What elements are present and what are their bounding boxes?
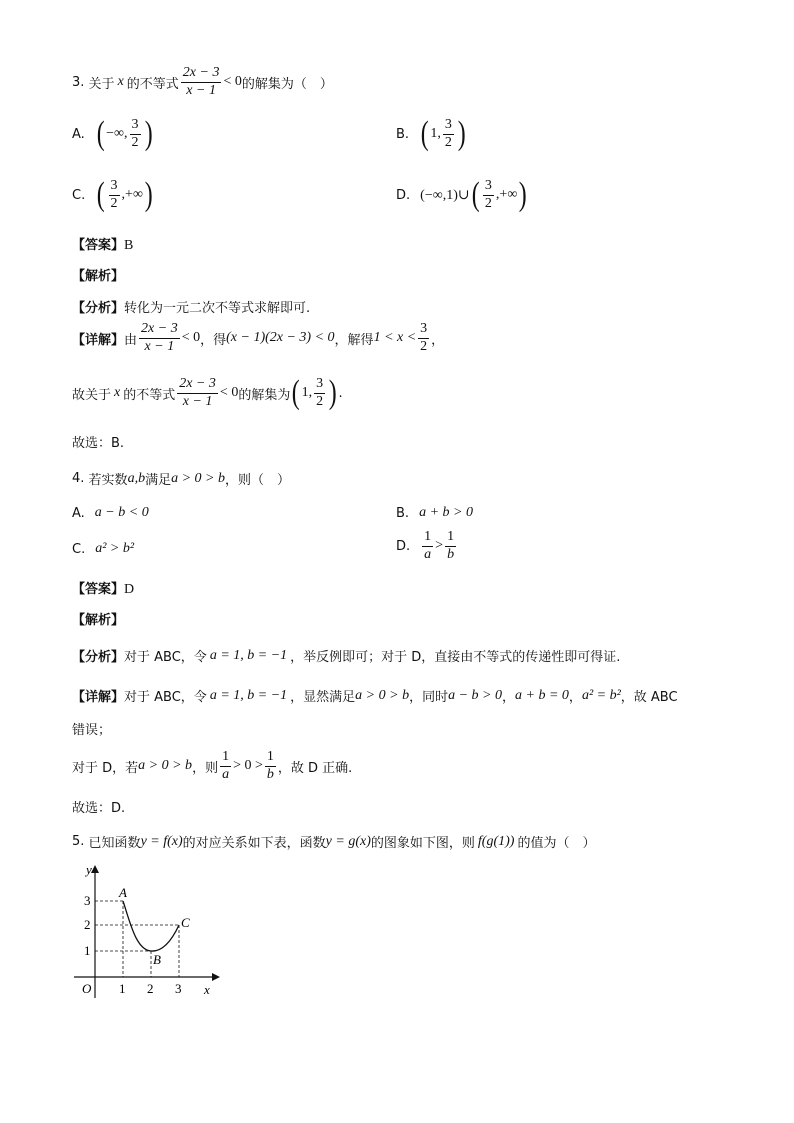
y-tick-1: 1	[84, 943, 91, 958]
q3-detail: 【详解】 由 $\frac{2x - 3}{x - 1}$ < 0 ，得 (x − 1)(2x − 3) < 0 ，解得 1 < x < $\frac{3}{2}$ ，	[72, 321, 445, 354]
q4-d-reasoning: 对于 D，若 a > 0 > b ，则 $\frac{1}{a}$ > 0 > $\frac{1}{b}$ ，故 D 正确.	[72, 749, 353, 782]
q3-analysis-tag: 【解析】	[72, 269, 125, 284]
q4-detail-wrong: 错误；	[72, 723, 112, 738]
q4-detail: 【详解】 对于 ABC，令 a = 1, b = −1 ，显然满足 a > 0 > b ，同时 a − b > 0 ， a + b = 0 ， a² = b² ，故 ABC	[72, 687, 678, 705]
y-tick-2: 2	[84, 917, 91, 932]
q3-stem-fraction: $\frac{2x - 3}{x - 1}$	[182, 65, 220, 98]
x-tick-2: 2	[147, 981, 154, 996]
q4-fenxi: 【分析】 对于 ABC，令 a = 1, b = −1 ，举反例即可；对于 D，直接由不等式的传递性即可得证.	[72, 647, 621, 665]
x-axis-label: x	[204, 982, 210, 997]
q3-fenxi: 【分析】转化为一元二次不等式求解即可.	[72, 301, 311, 316]
q3-stem: 3. 关于 x 的不等式 $\frac{2x - 3}{x - 1}$ < 0 的解集为（ ）	[72, 65, 333, 98]
q3-option-d: D. (−∞,1)∪ ( $\frac{3}{2}$ ,+∞ )	[396, 176, 527, 213]
y-axis-arrow	[91, 865, 99, 873]
q4-option-d: D. $\frac{1}{a}$ > $\frac{1}{b}$	[396, 529, 455, 562]
q4-choose: 故选：D.	[72, 801, 126, 816]
point-c-label: C	[181, 915, 190, 930]
q3-conclusion: 故关于 x 的不等式 $\frac{2x - 3}{x - 1}$ < 0 的解集为 ( 1, $\frac{3}{2}$ ) .	[72, 374, 343, 411]
x-tick-1: 1	[119, 981, 126, 996]
g-function-graph	[60, 860, 230, 1010]
q4-option-a: A. a − b < 0	[72, 505, 149, 521]
x-axis-arrow	[212, 973, 220, 981]
g-curve	[123, 901, 179, 951]
q4-stem: 4. 若实数 a,b 满足 a > 0 > b ，则（ ）	[72, 470, 290, 488]
y-tick-3: 3	[84, 893, 91, 908]
q3-option-b: B. ( 1, $\frac{3}{2}$ )	[396, 115, 466, 152]
q4-analysis-tag: 【解析】	[72, 613, 125, 628]
q3-option-c: C. ( $\frac{3}{2}$ ,+∞ )	[72, 176, 153, 213]
q4-option-b: B. a + b > 0	[396, 505, 473, 521]
q4-answer: 【答案】D	[72, 582, 135, 597]
point-a-label: A	[119, 885, 127, 900]
y-axis-label: y	[86, 862, 92, 877]
q3-choose: 故选：B.	[72, 436, 125, 451]
q4-option-c: C. a² > b²	[72, 541, 135, 557]
origin-label: O	[82, 981, 92, 996]
q3-answer: 【答案】B	[72, 238, 134, 253]
point-b-label: B	[153, 952, 161, 967]
x-tick-3: 3	[175, 981, 182, 996]
q3-option-a: A. ( −∞, $\frac{3}{2}$ )	[72, 115, 153, 152]
q5-stem: 5. 已知函数 y = f(x) 的对应关系如下表，函数 y = g(x) 的图象如下图，则 f(g(1)) 的值为（ ）	[72, 833, 596, 851]
